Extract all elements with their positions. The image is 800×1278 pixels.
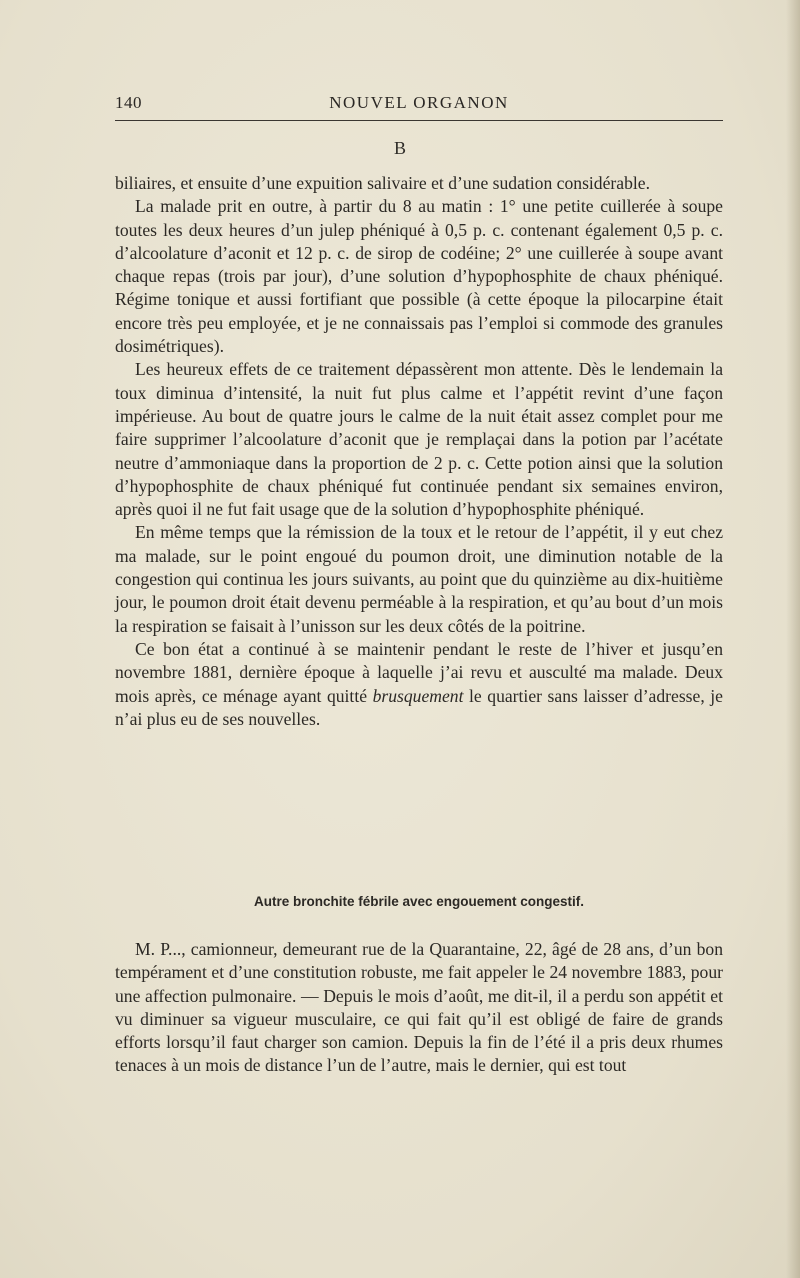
section-heading: Autre bronchite fébrile avec engouement congestif. bbox=[253, 894, 585, 909]
running-title: NOUVEL ORGANON bbox=[329, 93, 509, 112]
paragraph-treatment: La malade prit en outre, à partir du 8 au matin : 1° une petite cuillerée à soupe toutes les deux heures d’un julep phéniqué à 0,5 p. c. contenant également 0,5 p. c. d’alcoolature d’aconit et 12 p. c. de sirop de codéine; 2° une cuillerée à soupe avant chaque repas (trois par jour), d’une solution d’hypophosphite de chaux phéniqué. Régime tonique et aussi fortifiant que possible (à cette époque la pilocarpine était encore très peu employée, et je ne connaissais pas l’emploi si commode des granules dosimétriques). bbox=[115, 196, 723, 357]
paragraph-case: M. P..., camionneur, demeurant rue de la Quarantaine, 22, âgé de 28 ans, d’un bon tempérament et d’une constitution robuste, me fait appeler le 24 novembre 1883, pour une affection pulmonaire. — Depuis le mois d’août, me dit-il, il a perdu son appétit et vu diminuer sa vigueur musculaire, ce qui fait qu’il est obligé de faire de grands efforts lorsqu’il faut charger son camion. Depuis la fin de l’été il a pris deux rhumes tenaces à un mois de distance l’un de l’autre, mais le dernier, qui est tout bbox=[115, 939, 723, 1076]
header-rule bbox=[115, 120, 723, 121]
paragraph-effects: Les heureux effets de ce traitement dépassèrent mon attente. Dès le lendemain la toux diminua d’intensité, la nuit fut plus calme et l’appétit revint d’une façon impérieuse. Au bout de quatre jours le calme de la nuit était assez complet pour me faire supprimer l’alcoolature d’aconit que je remplaçai dans la potion par l’acétate neutre d’ammoniaque dans la proportion de 2 p. c. Cette potion ainsi que la solution d’hypophosphite de chaux phéniqué fut continuée pendant six semaines environ, après quoi il ne fut fait usage que de la solution d’hypophosphite phéniqué. bbox=[115, 359, 723, 520]
outcome-text-start: Ce bon état a continué à se maintenir pendant le reste de l’hiver et jusqu’en novembre 1881, dernière époque à laquelle j’ai revu et ausculté ma malade. Deux mois après, ce ménage ayant quitté bbox=[115, 638, 723, 706]
paragraph-continuation: biliaires, et ensuite d’une expuition salivaire et d’une sudation considérable. bbox=[115, 173, 650, 193]
page-header bbox=[115, 93, 723, 119]
outcome-italic-word: brusquement bbox=[372, 685, 464, 706]
case-body-text bbox=[115, 938, 723, 1078]
signature-mark: B bbox=[393, 138, 406, 158]
paragraph-remission: En même temps que la rémission de la toux et le retour de l’appétit, il y eut chez ma malade, sur le point engoué du poumon droit, une diminution notable de la congestion qui continua les jours suivants, au point que du quinzième au dix-huitième jour, le poumon droit était devenu perméable à la respiration, et qu’au bout d’un mois la respiration se faisait à l’unisson sur les deux côtés de la poitrine. bbox=[115, 522, 723, 636]
outcome-text-end: le quartier sans laisser d’adresse, je n’ai plus eu de ses nouvelles. bbox=[115, 685, 723, 729]
body-text bbox=[115, 172, 723, 731]
page-number: 140 bbox=[115, 93, 142, 112]
paragraph-outcome bbox=[115, 638, 723, 731]
page-edge-shadow bbox=[786, 0, 800, 1278]
